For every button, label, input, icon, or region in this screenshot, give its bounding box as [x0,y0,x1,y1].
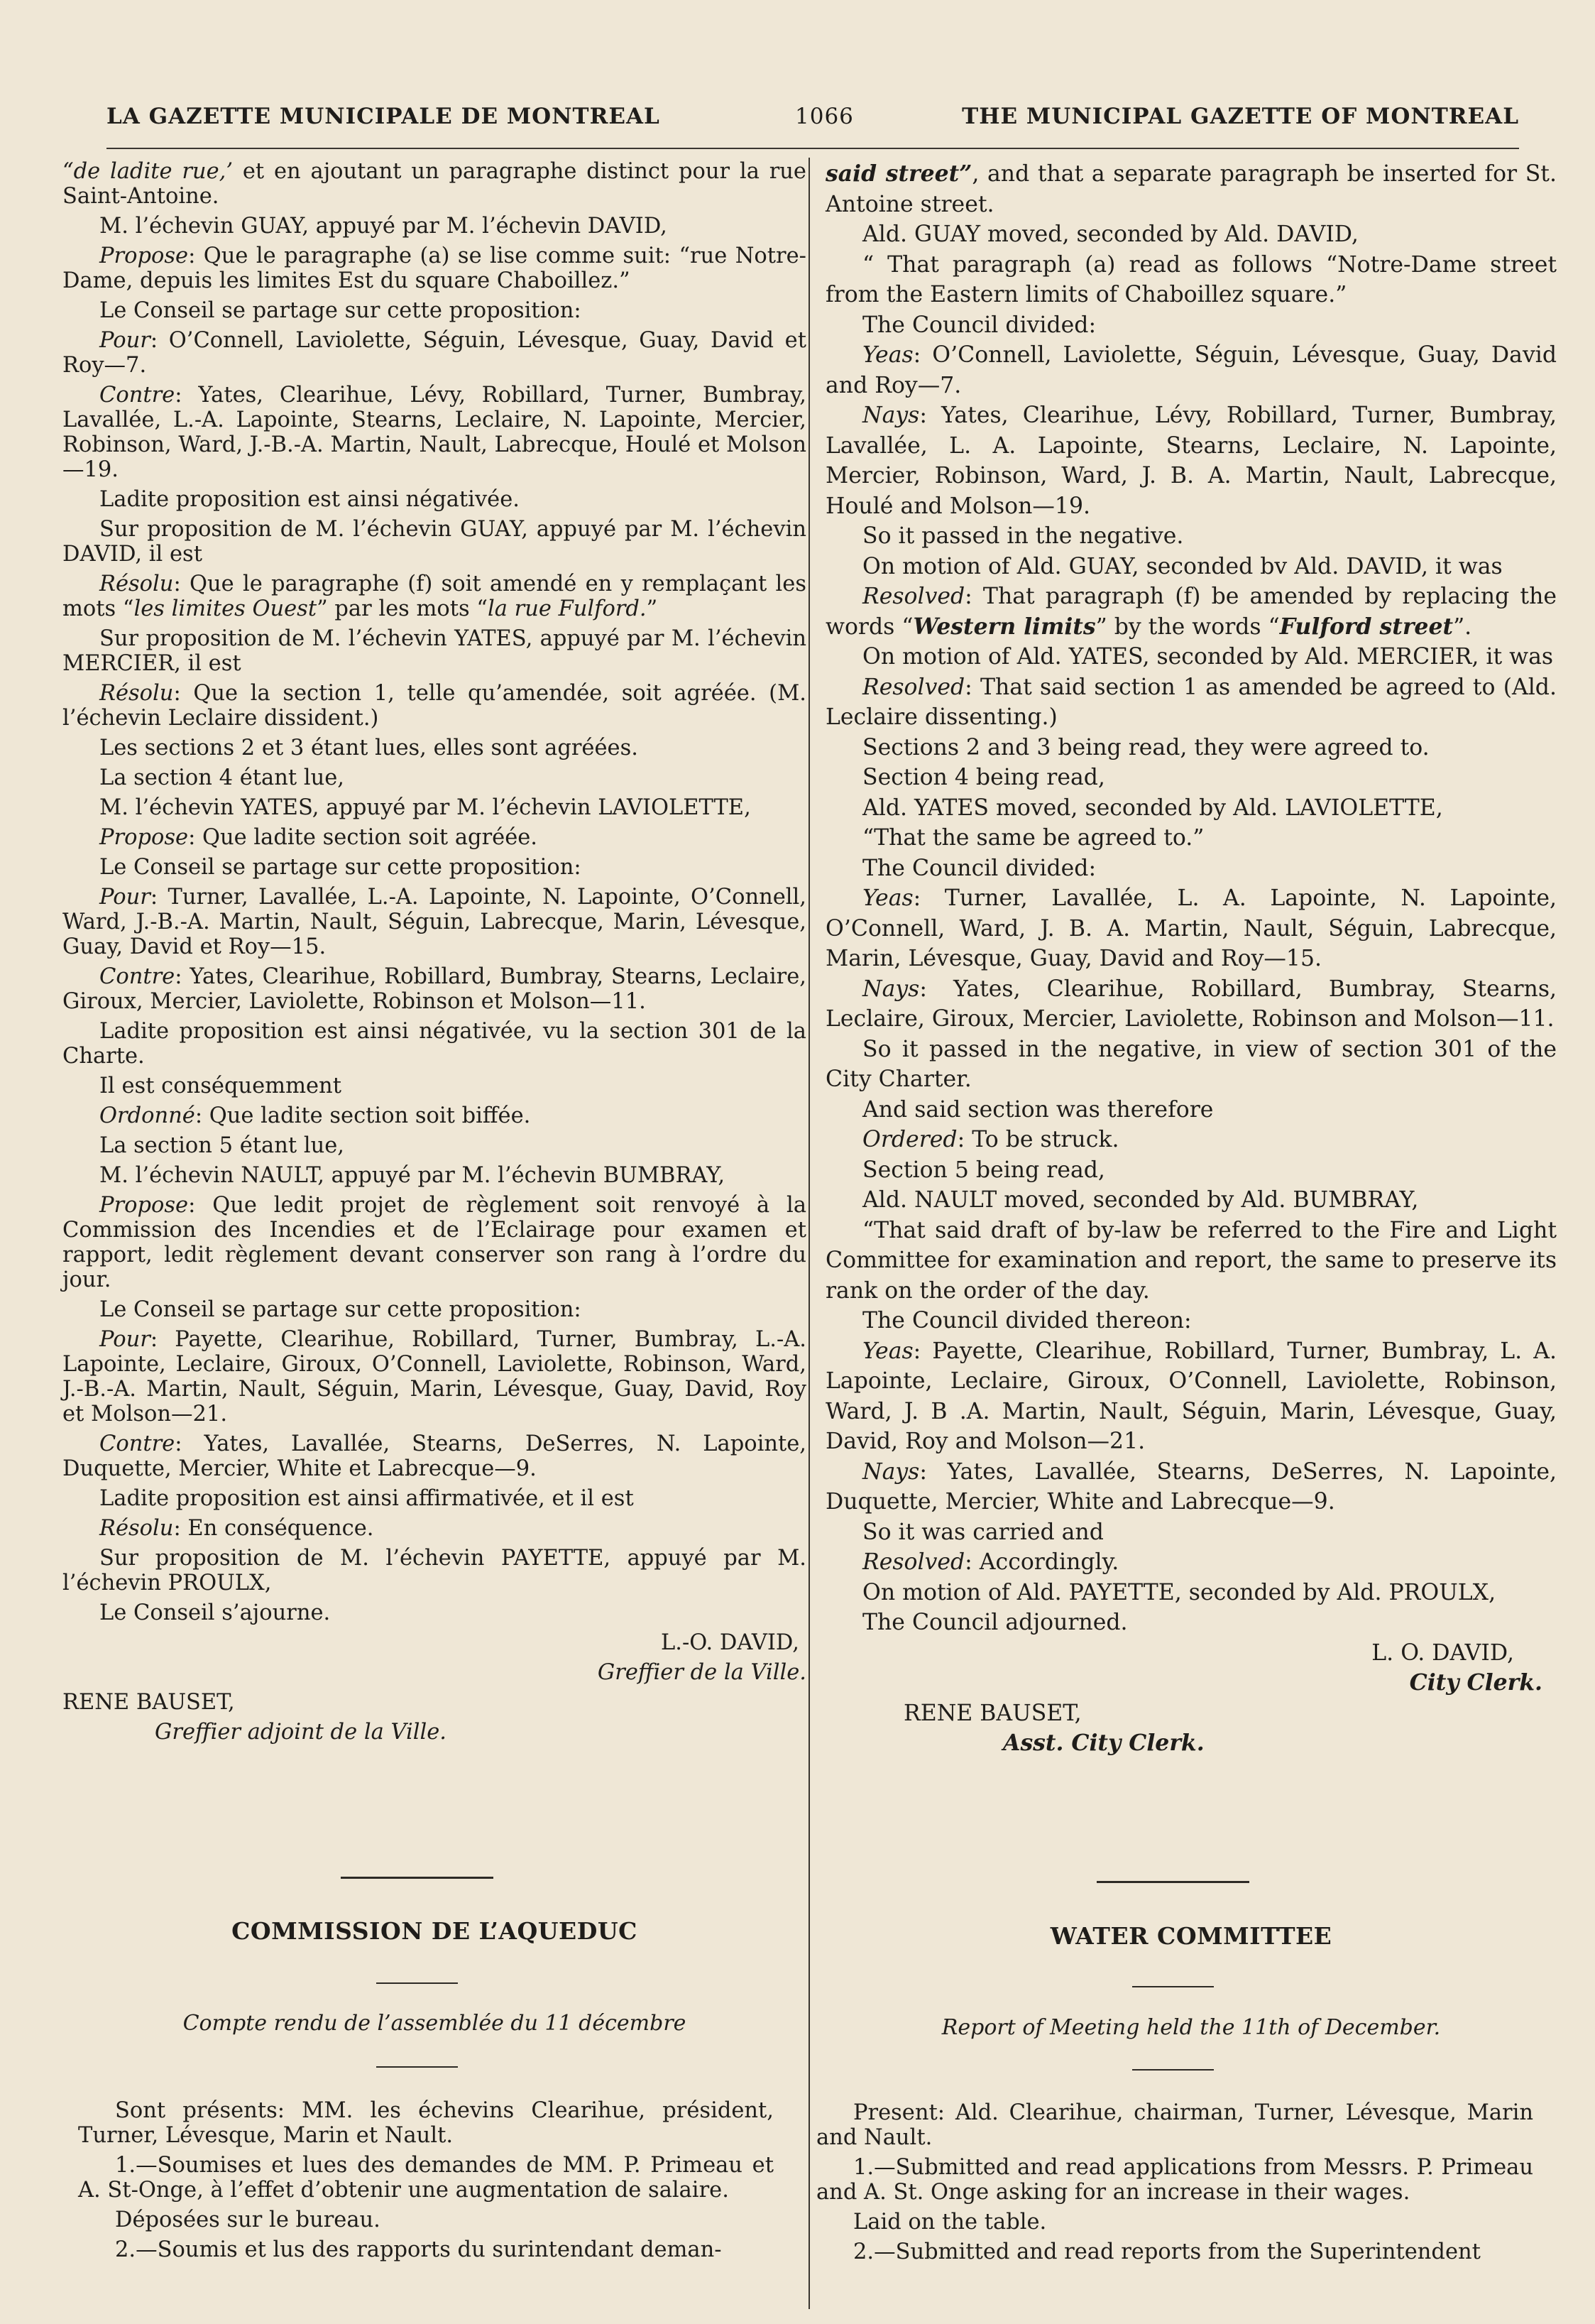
fr-paragraph: M. l’échevin YATES, appuyé par M. l’échevin LAVIOLETTE, [99,795,751,820]
en-paragraph: On motion of Ald. YATES, seconded by Ald. MERCIER, it was [862,644,1554,670]
en-section-rule-top [1097,1881,1249,1883]
header-rule [106,148,1519,149]
fr-paragraph: Sur proposition de M. l’échevin YATES, appuyé par M. l’échevin MERCIER, il est [62,626,806,676]
fr-paragraph: Résolu: Que le paragraphe (f) soit amendé en y remplaçant les mots “les limites Ouest” par les mots “la rue Fulford.” [62,572,806,621]
fr-paragraph: Pour: O’Connell, Laviolette, Séguin, Lévesque, Guay, David et Roy—7. [62,328,806,378]
fr-paragraph: Ordonné: Que ladite section soit biffée. [99,1103,531,1128]
en-paragraph: “That said draft of by-law be referred to the Fire and Light Committee for examination and report, the same to preserve its rank on the order of the day. [826,1217,1557,1304]
fr-paragraph: Contre: Yates, Clearihue, Robillard, Bumbray, Stearns, Leclaire, Giroux, Mercier, Laviolette, Robinson et Molson—11. [62,964,806,1014]
en-paragraph: Nays: Yates, Clearihue, Lévy, Robillard, Turner, Bumbray, Lavallée, L. A. Lapointe, Stearns, Leclaire, N. Lapointe, Mercier, Robinson, Ward, J. B. A. Martin, Nault, Labrecque, Houlé and Molson—19. [826,403,1557,519]
fr-paragraph: Le Conseil se partage sur cette proposition: [99,298,581,323]
fr-paragraph: Propose: Que ladite section soit agréée. [99,825,537,850]
en-paragraph: Nays: Yates, Lavallée, Stearns, DeSerres, N. Lapointe, Duquette, Mercier, White and Labrecque—9. [826,1458,1557,1515]
en-paragraph: So it was carried and [862,1519,1104,1545]
en-paragraph: Yeas: Turner, Lavallée, L. A. Lapointe, N. Lapointe, O’Connell, Ward, J. B. A. Martin, Nault, Séguin, Labrecque, Marin, Lévesque, Guay, David and Roy—15. [826,885,1557,971]
en-assistant-title: Asst. City Clerk. [1003,1730,1205,1756]
en-report-paragraph: Present: Ald. Clearihue, chairman, Turner, Lévesque, Marin and Nault. [816,2100,1533,2150]
fr-paragraph: Ladite proposition est ainsi affirmativée, et il est [99,1486,634,1511]
fr-paragraph: Propose: Que ledit projet de règlement soit renvoyé à la Commission des Incendies et de l’Eclairage pour examen et rapport, ledit règlement devant conserver son rang à l’ordre du jour. [62,1193,806,1292]
en-signature-name: L. O. DAVID, [1371,1640,1514,1666]
en-paragraph: Ald. GUAY moved, seconded by Ald. DAVID, [862,222,1359,247]
fr-section-subtitle: Compte rendu de l’assemblée du 11 décembre [182,2011,686,2036]
fr-paragraph: M. l’échevin GUAY, appuyé par M. l’échevin DAVID, [99,214,667,239]
fr-paragraph: Le Conseil s’ajourne. [99,1600,331,1625]
en-paragraph: Ald. YATES moved, seconded by Ald. LAVIOLETTE, [862,795,1443,821]
fr-paragraph: Résolu: Que la section 1, telle qu’amendée, soit agréée. (M. l’échevin Leclaire dissident.) [62,681,806,731]
fr-paragraph: Les sections 2 et 3 étant lues, elles sont agréées. [99,736,638,760]
en-paragraph: So it passed in the negative. [862,523,1184,549]
fr-paragraph: M. l’échevin NAULT, appuyé par M. l’échevin BUMBRAY, [99,1163,725,1188]
en-report-paragraph: 1.—Submitted and read applications from Messrs. P. Primeau and A. St. Onge asking for an increase in their wages. [816,2155,1533,2205]
fr-report-paragraph: Sont présents: MM. les échevins Clearihue, président, Turner, Lévesque, Marin et Nault. [78,2098,774,2148]
fr-report-paragraph: Déposées sur le bureau. [115,2208,380,2232]
en-paragraph: And said section was therefore [862,1096,1214,1123]
fr-paragraph: La section 4 étant lue, [99,765,344,790]
fr-paragraph: Il est conséquemment [99,1074,341,1098]
fr-paragraph: Ladite proposition est ainsi négativée, vu la section 301 de la Charte. [62,1019,806,1069]
header-english-title: THE MUNICIPAL GAZETTE OF MONTREAL [962,104,1519,129]
fr-paragraph: Ladite proposition est ainsi négativée. [99,487,520,512]
en-paragraph: The Council divided: [862,312,1097,338]
en-signature-title: City Clerk. [1409,1669,1542,1696]
french-column [62,159,806,1750]
page-header [106,99,1519,142]
fr-report-paragraph: 2.—Soumis et lus des rapports du surintendant deman- [115,2237,722,2262]
en-paragraph: The Council adjourned. [862,1610,1128,1635]
fr-paragraph: Sur proposition de M. l’échevin PAYETTE, appuyé par M. l’échevin PROULX, [62,1546,806,1595]
en-paragraph: Ald. NAULT moved, seconded by Ald. BUMBRAY, [862,1187,1419,1213]
en-paragraph: “ That paragraph (a) read as follows “Notre-Dame street from the Eastern limits of Chaboillez square.” [826,251,1557,307]
en-paragraph: The Council divided thereon: [862,1308,1192,1333]
page-number: 1066 [795,104,854,129]
fr-paragraph: Pour: Payette, Clearihue, Robillard, Turner, Bumbray, L.-A. Lapointe, Leclaire, Giroux, O’Connell, Laviolette, Robinson, Ward, J.-B.-A. Martin, Nault, Séguin, Marin, Lévesque, Guay, David, Roy et Molson—21. [62,1327,806,1426]
fr-report-paragraph: 1.—Soumises et lues des demandes de MM. P. Primeau et A. St-Onge, à l’effet d’obtenir une augmentation de salaire. [78,2153,774,2203]
fr-paragraph: Propose: Que le paragraphe (a) se lise comme suit: “rue Notre-Dame, depuis les limites Est du square Chaboillez.” [62,244,806,293]
en-paragraph: Resolved: Accordingly. [862,1549,1119,1575]
fr-paragraph: Résolu: En conséquence. [99,1516,374,1541]
fr-signature-name: L.-O. DAVID, [661,1630,799,1655]
fr-paragraph: “de ladite rue,’ et en ajoutant un paragraphe distinct pour la rue Saint-Antoine. [62,159,806,209]
en-paragraph: Section 4 being read, [862,765,1105,790]
fr-section-rule-top [341,1877,493,1879]
fr-paragraph: Le Conseil se partage sur cette proposition: [99,855,581,880]
en-section-rule-mid [1132,1986,1214,1987]
en-paragraph: On motion of Ald. PAYETTE, seconded by Ald. PROULX, [862,1579,1496,1605]
fr-paragraph: Contre: Yates, Lavallée, Stearns, DeSerres, N. Lapointe, Duquette, Mercier, White et Labrecque—9. [62,1431,806,1481]
en-assistant-name: RENE BAUSET, [904,1700,1082,1726]
en-paragraph: Resolved: That paragraph (f) be amended by replacing the words “Western limits” by the words “Fulford street”. [826,584,1557,640]
en-paragraph: Section 5 being read, [862,1157,1105,1183]
en-section-subtitle: Report of Meeting held the 11th of December. [941,2015,1441,2040]
en-paragraph: Yeas: Payette, Clearihue, Robillard, Turner, Bumbray, L. A. Lapointe, Leclaire, Giroux, O’Connell, Laviolette, Robinson, Ward, J. B .A. Martin, Nault, Séguin, Marin, Lévesque, Guay, David, Roy and Molson—21. [826,1338,1557,1454]
en-report-paragraph: Laid on the table. [853,2210,1047,2235]
en-report-paragraph: 2.—Submitted and read reports from the Superintendent [853,2240,1481,2264]
fr-paragraph: La section 5 étant lue, [99,1133,344,1158]
en-paragraph: Resolved: That said section 1 as amended be agreed to (Ald. Leclaire dissenting.) [826,674,1557,730]
fr-paragraph: Sur proposition de M. l’échevin GUAY, appuyé par M. l’échevin DAVID, il est [62,517,806,567]
fr-committee-report [78,2098,774,2267]
fr-paragraph: Pour: Turner, Lavallée, L.-A. Lapointe, N. Lapointe, O’Connell, Ward, J.-B.-A. Martin, Nault, Séguin, Labrecque, Marin, Lévesque, Guay, David et Roy—15. [62,885,806,959]
header-french-title: LA GAZETTE MUNICIPALE DE MONTREAL [106,104,660,129]
english-column [826,159,1557,1759]
en-paragraph: Ordered: To be struck. [862,1127,1119,1152]
en-committee-report [816,2100,1533,2269]
fr-section-rule-bottom [376,2066,458,2068]
fr-section-rule-mid [376,1982,458,1984]
fr-section-title: COMMISSION DE L’AQUEDUC [231,1917,637,1945]
en-section-rule-bottom [1132,2069,1214,2071]
en-paragraph: Yeas: O’Connell, Laviolette, Séguin, Lévesque, Guay, David and Roy—7. [826,342,1557,398]
en-paragraph: The Council divided: [862,855,1097,881]
en-paragraph: said street”, and that a separate paragraph be inserted for St. Antoine street. [826,160,1557,217]
en-paragraph: Sections 2 and 3 being read, they were agreed to. [862,734,1430,760]
fr-paragraph: Contre: Yates, Clearihue, Lévy, Robillard, Turner, Bumbray, Lavallée, L.-A. Lapointe, Stearns, Leclaire, N. Lapointe, Mercier, Robinson, Ward, J.-B.-A. Martin, Nault, Labrecque, Houlé et Molson—19. [62,383,806,482]
en-paragraph: So it passed in the negative, in view of section 301 of the City Charter. [826,1036,1557,1092]
en-paragraph: On motion of Ald. GUAY, seconded bv Ald. DAVID, it was [862,553,1503,579]
fr-paragraph: Le Conseil se partage sur cette proposition: [99,1297,581,1322]
fr-signature-title: Greffier de la Ville. [597,1660,806,1685]
column-divider [809,158,810,2309]
fr-assistant-title: Greffier adjoint de la Ville. [155,1720,446,1745]
en-paragraph: Nays: Yates, Clearihue, Robillard, Bumbray, Stearns, Leclaire, Giroux, Mercier, Laviolette, Robinson and Molson—11. [826,976,1557,1032]
en-section-title: WATER COMMITTEE [1050,1922,1332,1950]
fr-assistant-name: RENE BAUSET, [62,1690,235,1715]
en-paragraph: “That the same be agreed to.” [862,825,1205,851]
